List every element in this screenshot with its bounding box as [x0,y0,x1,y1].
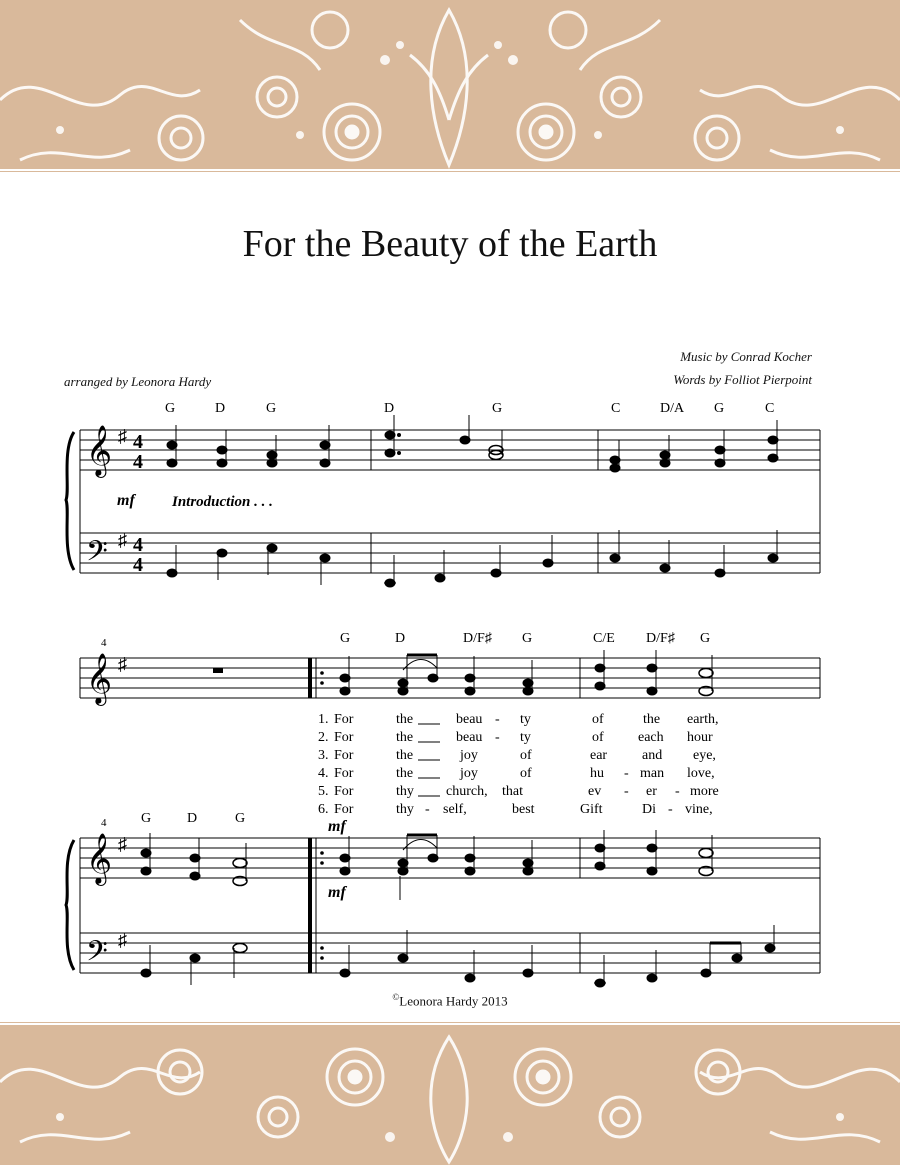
svg-text:self,: self, [443,802,467,817]
svg-text:-: - [495,730,500,745]
measure-number: 4 [101,817,107,829]
bass-staff-1 [80,533,820,573]
chord-symbol: G [165,401,176,416]
svg-text:the: the [396,730,414,745]
verse-1 [318,712,718,727]
chord-symbol: D/F♯ [463,631,492,646]
key-signature-sharp-icon: ♯ [118,834,127,854]
chord-symbol: G [522,631,533,646]
key-signature-sharp-icon: ♯ [118,654,127,674]
svg-text:the: the [643,712,661,727]
chord-symbol: G [235,811,246,826]
svg-text:eye,: eye, [693,748,716,763]
svg-text:hour: hour [687,730,713,745]
chord-symbol: D/A [660,401,685,416]
svg-text:For: For [334,748,354,763]
dynamic-marking: mf [328,818,346,835]
chord-symbol: D [215,401,226,416]
treble-clef-icon: 𝄞 [86,654,113,703]
lyrics [318,712,719,817]
svg-text:2.: 2. [318,730,329,745]
decorative-footer-band [0,1022,900,1165]
svg-text:-: - [495,712,500,727]
svg-text:thy: thy [396,784,414,799]
svg-text:and: and [642,748,663,763]
svg-text:beau: beau [456,730,483,745]
svg-text:joy: joy [460,748,478,763]
svg-text:thy: thy [396,802,414,817]
treble-staff-1 [80,430,820,470]
key-signature-sharp-icon: ♯ [118,930,127,950]
verse-5 [318,784,719,799]
svg-text:Gift: Gift [580,802,603,817]
chord-symbols-2 [340,631,710,646]
svg-text:ty: ty [520,712,531,727]
svg-text:more: more [690,784,719,799]
copyright-text: Leonora Hardy 2013 [399,993,508,1009]
svg-text:For: For [334,730,354,745]
svg-text:4: 4 [133,534,143,556]
svg-text:-: - [425,802,430,817]
svg-text:-: - [624,766,629,781]
words-credit: Words by Folliot Pierpoint [673,372,812,387]
svg-text:beau: beau [456,712,483,727]
svg-text:of: of [520,748,532,763]
treble-clef-icon: 𝄞 [86,834,113,883]
chord-symbol: C/E [593,631,615,646]
introduction-label: Introduction . . . [172,494,273,510]
chord-symbol: D [187,811,198,826]
chord-symbol: D [395,631,406,646]
svg-text:vine,: vine, [685,802,713,817]
svg-text:-: - [624,784,629,799]
svg-text:the: the [396,766,414,781]
music-credit: Music by Conrad Kocher [680,349,812,364]
svg-text:6.: 6. [318,802,329,817]
copyright-symbol: © [392,992,400,1002]
whole-rest-icon [213,668,223,673]
svg-text:hu: hu [590,766,604,781]
key-signature-sharp-icon: ♯ [118,530,127,550]
chord-symbol: G [141,811,152,826]
svg-text:-: - [675,784,680,799]
verse-6 [318,802,713,817]
chord-symbol: G [714,401,725,416]
svg-text:5.: 5. [318,784,329,799]
svg-text:For: For [334,802,354,817]
melody-staff-2 [80,658,820,698]
chord-symbol: D [384,401,395,416]
arranger-credit: arranged by Leonora Hardy [64,374,212,389]
treble-notes-1 [167,415,778,472]
svg-text:ear: ear [590,748,608,763]
piano-bass-notes-2 [141,925,775,987]
bass-clef-icon: 𝄢 [86,537,108,574]
svg-text:of: of [592,730,604,745]
chord-symbol: G [700,631,711,646]
svg-text:man: man [640,766,665,781]
measure-number: 4 [101,637,107,649]
chord-symbol: D/F♯ [646,631,675,646]
svg-text:of: of [592,712,604,727]
svg-text:4: 4 [133,554,143,576]
copyright-notice [0,992,900,1009]
bass-clef-icon: 𝄢 [86,937,108,974]
piano-treble-notes-2 [141,830,713,900]
svg-text:the: the [396,748,414,763]
melody-notes-2 [340,650,713,696]
piano-chord-symbols [141,811,245,826]
dynamic-marking: mf [328,884,346,901]
svg-text:each: each [638,730,664,745]
svg-text:Di: Di [642,802,656,817]
svg-text:er: er [646,784,657,799]
svg-text:4.: 4. [318,766,329,781]
treble-clef-icon: 𝄞 [86,426,113,475]
svg-text:earth,: earth, [687,712,719,727]
verse-4 [318,766,715,781]
svg-text:that: that [502,784,523,799]
key-signature-sharp-icon: ♯ [118,426,127,446]
svg-text:3.: 3. [318,748,329,763]
chord-symbol: G [340,631,351,646]
grand-staff-brace-1 [66,432,74,570]
svg-text:4: 4 [133,431,143,453]
svg-text:For: For [334,766,354,781]
bass-notes-1 [167,530,778,587]
ornament-swirls-bottom [0,1022,900,1165]
svg-text:1.: 1. [318,712,329,727]
svg-text:For: For [334,712,354,727]
chord-symbol: G [492,401,503,416]
verse-2 [318,730,713,745]
grand-staff-brace-2 [66,840,74,970]
svg-text:best: best [512,802,535,817]
svg-text:of: of [520,766,532,781]
svg-text:4: 4 [133,451,143,473]
svg-text:the: the [396,712,414,727]
svg-text:ev: ev [588,784,602,799]
svg-text:love,: love, [687,766,715,781]
chord-symbol: C [765,401,775,416]
chord-symbols-1 [165,401,774,416]
verse-3 [318,748,716,763]
dynamic-marking: mf [117,492,135,509]
svg-text:joy: joy [460,766,478,781]
chord-symbol: C [611,401,621,416]
song-title: For the Beauty of the Earth [242,223,658,265]
svg-text:For: For [334,784,354,799]
chord-symbol: G [266,401,277,416]
svg-text:ty: ty [520,730,531,745]
svg-text:-: - [668,802,673,817]
svg-text:church,: church, [446,784,488,799]
